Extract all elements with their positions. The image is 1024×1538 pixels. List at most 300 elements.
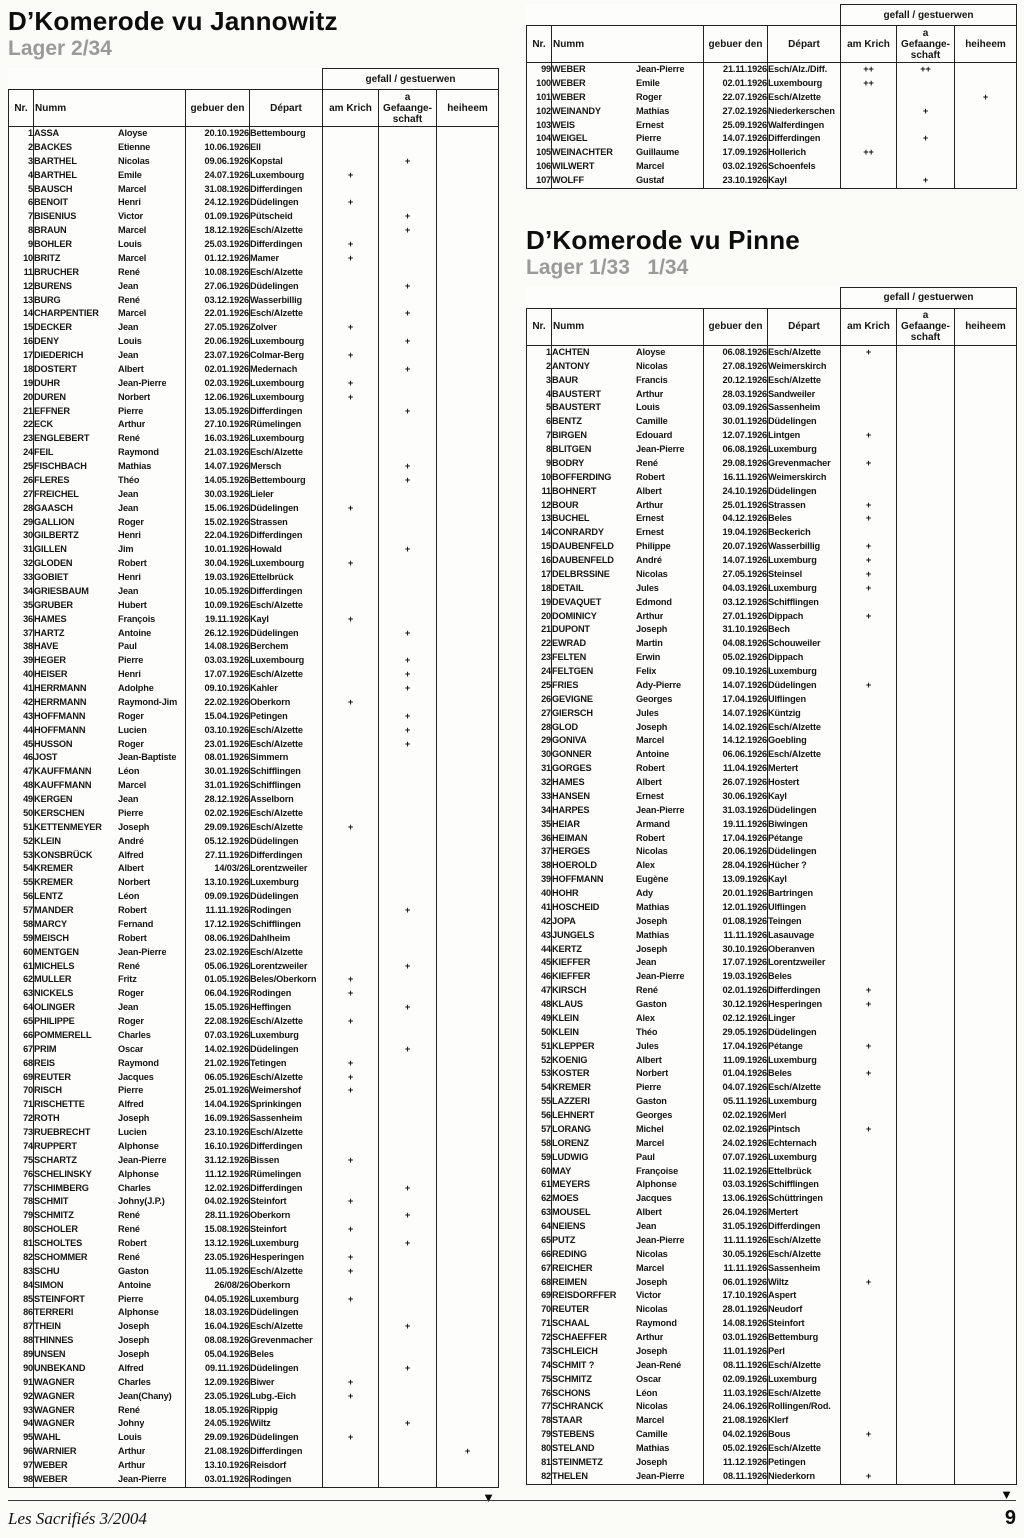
depart-place: Luxemburg (768, 1054, 841, 1068)
row-number: 78 (9, 1195, 34, 1209)
row-number: 41 (527, 901, 552, 915)
depart-place: Medernach (250, 363, 323, 377)
name-cell (552, 105, 704, 119)
surname: HANSEN (552, 790, 590, 801)
mark-heiheem (437, 1265, 499, 1279)
mark-am-krich: + (323, 973, 379, 987)
table-row (527, 401, 1017, 415)
mark-heiheem (437, 1043, 499, 1057)
surname: BARTHEL (34, 169, 77, 180)
row-number: 47 (9, 765, 34, 779)
firstname: Oscar (118, 1043, 144, 1054)
mark-heiheem (955, 388, 1017, 402)
table-row (527, 499, 1017, 513)
mark-gefaangeschaft: + (379, 280, 437, 294)
firstname: René (118, 266, 140, 277)
name-cell (552, 804, 704, 818)
depart-place: Luxembourg (250, 377, 323, 391)
surname: FREICHEL (34, 488, 79, 499)
row-number: 27 (9, 488, 34, 502)
mark-heiheem (955, 956, 1017, 970)
mark-heiheem (955, 790, 1017, 804)
birth-date: 20.07.1926 (704, 540, 768, 554)
birth-date: 14.07.1926 (704, 554, 768, 568)
row-number: 41 (9, 682, 34, 696)
mark-am-krich: + (841, 540, 897, 554)
table-row (527, 471, 1017, 485)
mark-gefaangeschaft (379, 349, 437, 363)
row-number: 103 (527, 119, 552, 133)
mark-am-krich (323, 1168, 379, 1182)
mark-heiheem (437, 710, 499, 724)
mark-gefaangeschaft: + (379, 710, 437, 724)
row-number: 9 (527, 457, 552, 471)
birth-date: 01.05.1926 (186, 973, 250, 987)
birth-date: 11.12.1926 (704, 1456, 768, 1470)
mark-heiheem (437, 1417, 499, 1431)
surname: HARTZ (34, 627, 65, 638)
mark-heiheem (437, 543, 499, 557)
mark-am-krich (841, 734, 897, 748)
mark-heiheem (955, 554, 1017, 568)
row-number: 44 (527, 943, 552, 957)
mark-gefaangeschaft: + (379, 335, 437, 349)
name-cell (34, 1293, 186, 1307)
surname: THELEN (552, 1470, 588, 1481)
surname: UNSEN (34, 1349, 66, 1359)
depart-place: Beles (768, 1067, 841, 1081)
name-cell (552, 1331, 704, 1345)
birth-date: 29.08.1926 (704, 457, 768, 471)
row-number: 74 (9, 1140, 34, 1154)
table-row (527, 91, 1017, 105)
name-cell (552, 776, 704, 790)
row-number: 34 (527, 804, 552, 818)
table-row (9, 1112, 499, 1126)
table-row (9, 1043, 499, 1057)
mark-am-krich (841, 748, 897, 762)
mark-gefaangeschaft (897, 707, 955, 721)
birth-date: 16.04.1926 (186, 1320, 250, 1334)
name-cell (34, 862, 186, 876)
mark-heiheem (955, 582, 1017, 596)
mark-am-krich: + (841, 582, 897, 596)
mark-gefaangeschaft (897, 1220, 955, 1234)
table-row (527, 762, 1017, 776)
row-number: 76 (9, 1168, 34, 1182)
table-row (9, 1404, 499, 1418)
mark-gefaangeschaft (897, 540, 955, 554)
firstname: René (118, 433, 140, 444)
mark-heiheem (437, 155, 499, 169)
depart-place: Bous (768, 1428, 841, 1442)
mark-heiheem (955, 1400, 1017, 1414)
row-number: 65 (9, 1015, 34, 1029)
table-row (9, 224, 499, 238)
firstname: Adolphe (118, 683, 154, 693)
surname: STEINFORT (34, 1293, 85, 1304)
row-number: 93 (9, 1404, 34, 1418)
name-cell (552, 998, 704, 1012)
mark-heiheem (955, 943, 1017, 957)
mark-heiheem (437, 585, 499, 599)
mark-am-krich (841, 873, 897, 887)
firstname: Charles (118, 1182, 151, 1193)
row-number: 55 (527, 1095, 552, 1109)
name-cell (552, 132, 704, 146)
depart-place: Düdelingen (250, 835, 323, 849)
mark-am-krich (841, 1137, 897, 1151)
row-number: 6 (527, 415, 552, 429)
mark-gefaangeschaft (379, 266, 437, 280)
surname: HOFFMANN (34, 710, 86, 721)
row-number: 45 (527, 956, 552, 970)
firstname: Jean-Pierre (636, 64, 685, 74)
mark-am-krich (323, 294, 379, 308)
birth-date: 07.03.1926 (186, 1029, 250, 1043)
depart-place: Schifflingen (250, 918, 323, 932)
mark-gefaangeschaft (379, 599, 437, 613)
firstname: Raymond (118, 1057, 159, 1068)
name-cell (34, 1459, 186, 1473)
mark-gefaangeschaft (897, 762, 955, 776)
name-cell (34, 1473, 186, 1487)
mark-gefaangeschaft (897, 637, 955, 651)
mark-am-krich (841, 1054, 897, 1068)
mark-am-krich (841, 776, 897, 790)
header-spacer (527, 287, 841, 308)
surname: WILWERT (552, 161, 595, 172)
depart-place: Bettemburg (768, 1331, 841, 1345)
name-cell (34, 668, 186, 682)
pinne-title: D’Komerode vu Pinne (526, 224, 800, 255)
mark-gefaangeschaft (379, 1015, 437, 1029)
jannowitz-subtitle: Lager 2/34 (8, 37, 112, 60)
name-cell (34, 599, 186, 613)
name-cell (552, 345, 704, 359)
mark-gefaangeschaft (897, 1151, 955, 1165)
table-row (527, 540, 1017, 554)
name-cell (552, 443, 704, 457)
mark-heiheem (437, 1112, 499, 1126)
mark-gefaangeschaft (379, 127, 437, 141)
mark-am-krich (323, 1334, 379, 1348)
depart-place: Düdelingen (250, 196, 323, 210)
row-number: 36 (9, 613, 34, 627)
depart-place: Weimershof (250, 1084, 323, 1098)
firstname: Théo (636, 1026, 658, 1037)
firstname: Albert (636, 777, 662, 787)
mark-gefaangeschaft: + (379, 1182, 437, 1196)
mark-gefaangeschaft (897, 998, 955, 1012)
name-cell (552, 984, 704, 998)
depart-place: Esch/Alzette (768, 1387, 841, 1401)
name-cell (552, 956, 704, 970)
birth-date: 12.07.1926 (704, 429, 768, 443)
birth-date: 14.02.1926 (186, 1043, 250, 1057)
birth-date: 16.09.1926 (186, 1112, 250, 1126)
row-number: 77 (527, 1400, 552, 1414)
mark-gefaangeschaft (897, 651, 955, 665)
name-cell (552, 1054, 704, 1068)
table-row (9, 807, 499, 821)
row-number: 17 (9, 349, 34, 363)
mark-am-krich (841, 1151, 897, 1165)
surname: SCHU (34, 1265, 60, 1276)
column-header-depart: Départ (768, 308, 841, 345)
surname: BOHNERT (552, 485, 597, 496)
row-number: 99 (527, 63, 552, 77)
firstname: Alphonse (118, 1168, 159, 1179)
depart-place: Düdelingen (250, 890, 323, 904)
surname: PRIM (34, 1043, 57, 1054)
birth-date: 23.01.1926 (186, 738, 250, 752)
table-row (9, 321, 499, 335)
birth-date: 19.04.1926 (704, 526, 768, 540)
table-row (527, 748, 1017, 762)
mark-am-krich (323, 1348, 379, 1362)
name-cell (34, 460, 186, 474)
mark-gefaangeschaft (897, 1054, 955, 1068)
table-row (527, 1095, 1017, 1109)
mark-heiheem (437, 432, 499, 446)
name-cell (34, 488, 186, 502)
birth-date: 06.04.1926 (186, 987, 250, 1001)
depart-place: Esch/Alzette (768, 748, 841, 762)
mark-gefaangeschaft (897, 457, 955, 471)
mark-heiheem (437, 1237, 499, 1251)
surname: HEIMAN (552, 832, 588, 843)
firstname: Jean (118, 502, 139, 513)
name-cell (552, 582, 704, 596)
mark-gefaangeschaft: + (379, 224, 437, 238)
surname: HEGER (34, 655, 66, 666)
depart-place: Luxembourg (250, 391, 323, 405)
name-cell (552, 610, 704, 624)
row-number: 8 (527, 443, 552, 457)
surname: SCHMITZ (552, 1373, 592, 1384)
birth-date: 30.05.1926 (704, 1248, 768, 1262)
mark-heiheem (437, 238, 499, 252)
birth-date: 28.12.1926 (186, 793, 250, 807)
table-row (527, 693, 1017, 707)
row-number: 82 (527, 1470, 552, 1484)
table-row (9, 779, 499, 793)
name-cell (552, 146, 704, 160)
table-row (9, 918, 499, 932)
depart-place: Düdelingen (768, 804, 841, 818)
mark-gefaangeschaft (379, 862, 437, 876)
name-cell (552, 1220, 704, 1234)
mark-am-krich (841, 1109, 897, 1123)
name-cell (34, 876, 186, 890)
depart-place: Rodingen (250, 1473, 323, 1487)
firstname: Marcel (636, 1262, 665, 1273)
table-row (9, 1209, 499, 1223)
name-cell (34, 210, 186, 224)
firstname: Marcel (118, 183, 147, 194)
firstname: Louis (118, 336, 142, 347)
row-number: 106 (527, 160, 552, 174)
firstname: Robert (636, 832, 665, 843)
depart-place: Neudorf (768, 1303, 841, 1317)
depart-place: Pétange (768, 832, 841, 846)
mark-am-krich (841, 160, 897, 174)
row-number: 4 (9, 169, 34, 183)
table-row (9, 1417, 499, 1431)
name-cell (34, 654, 186, 668)
mark-am-krich (323, 654, 379, 668)
firstname: Joseph (118, 1349, 150, 1359)
firstname: Victor (118, 211, 143, 222)
mark-heiheem (437, 1279, 499, 1293)
mark-heiheem (955, 132, 1017, 146)
mark-gefaangeschaft (897, 721, 955, 735)
row-number: 68 (9, 1057, 34, 1071)
depart-place: Walferdingen (768, 119, 841, 133)
name-cell (34, 571, 186, 585)
mark-heiheem (955, 873, 1017, 887)
surname: DIEDERICH (34, 350, 84, 360)
depart-place: Lintgen (768, 429, 841, 443)
mark-heiheem (955, 1165, 1017, 1179)
surname: BAUR (552, 374, 578, 385)
mark-heiheem (955, 984, 1017, 998)
row-number: 67 (9, 1043, 34, 1057)
name-cell (552, 1109, 704, 1123)
mark-gefaangeschaft (897, 1109, 955, 1123)
surname: WEBER (552, 64, 586, 74)
birth-date: 23.07.1926 (186, 349, 250, 363)
depart-place: Differdingen (250, 529, 323, 543)
mark-heiheem (955, 119, 1017, 133)
firstname: Jean-Pierre (118, 1473, 167, 1484)
mark-heiheem (955, 457, 1017, 471)
firstname: Oscar (636, 1373, 662, 1384)
depart-place: Düdelingen (250, 280, 323, 294)
table-row (9, 1265, 499, 1279)
firstname: René (118, 294, 140, 305)
depart-place: Küntzig (768, 707, 841, 721)
name-cell (552, 1387, 704, 1401)
row-number: 19 (9, 377, 34, 391)
depart-place: Luxembourg (250, 654, 323, 668)
column-header-depart: Départ (768, 26, 841, 63)
birth-date: 17.12.1926 (186, 918, 250, 932)
mark-heiheem (437, 294, 499, 308)
depart-place: Linger (768, 1012, 841, 1026)
birth-date: 27.05.1926 (704, 568, 768, 582)
row-number: 52 (527, 1054, 552, 1068)
surname: BISENIUS (34, 211, 77, 222)
birth-date: 15.04.1926 (186, 710, 250, 724)
table-row (527, 1151, 1017, 1165)
firstname: Jim (118, 544, 134, 555)
birth-date: 20.06.1926 (186, 335, 250, 349)
firstname: Raymond (636, 1318, 677, 1329)
mark-gefaangeschaft (379, 821, 437, 835)
row-number: 75 (9, 1154, 34, 1168)
mark-heiheem (955, 1428, 1017, 1442)
mark-gefaangeschaft (897, 415, 955, 429)
row-number: 51 (9, 821, 34, 835)
mark-am-krich (323, 849, 379, 863)
row-number: 12 (9, 280, 34, 294)
surname: SCHOMMER (34, 1251, 88, 1262)
mark-heiheem (955, 1456, 1017, 1470)
row-number: 72 (9, 1112, 34, 1126)
mark-gefaangeschaft: + (379, 1417, 437, 1431)
row-number: 26 (9, 474, 34, 488)
name-cell (34, 543, 186, 557)
column-header-heiheem: heiheem (955, 308, 1017, 345)
depart-place: Schifflingen (768, 1178, 841, 1192)
birth-date: 27.10.1926 (186, 418, 250, 432)
birth-date: 12.01.1926 (704, 901, 768, 915)
name-cell (552, 415, 704, 429)
table-row (9, 1251, 499, 1265)
surname: HOFFMANN (552, 874, 604, 885)
mark-heiheem (437, 682, 499, 696)
depart-place: Steinfort (768, 1317, 841, 1331)
mark-am-krich (841, 1081, 897, 1095)
row-number: 10 (527, 471, 552, 485)
mark-heiheem (955, 499, 1017, 513)
surname: BAUSTERT (552, 388, 601, 399)
birth-date: 13.09.1926 (704, 873, 768, 887)
birth-date: 24.12.1926 (186, 196, 250, 210)
table-row (527, 610, 1017, 624)
name-cell (34, 640, 186, 654)
mark-am-krich (323, 779, 379, 793)
depart-place: Luxembourg (250, 169, 323, 183)
mark-am-krich: + (323, 391, 379, 405)
row-number: 100 (527, 77, 552, 91)
mark-heiheem (955, 859, 1017, 873)
depart-place: Rodingen (250, 904, 323, 918)
row-number: 29 (527, 734, 552, 748)
depart-place: Düdelingen (250, 1362, 323, 1376)
surname: HEIAR (552, 818, 580, 829)
row-number: 59 (527, 1151, 552, 1165)
mark-gefaangeschaft (897, 596, 955, 610)
name-cell (34, 432, 186, 446)
mark-heiheem (955, 734, 1017, 748)
mark-heiheem (437, 196, 499, 210)
name-cell (552, 91, 704, 105)
name-cell (552, 748, 704, 762)
table-row (527, 901, 1017, 915)
depart-place: Differdingen (250, 1445, 323, 1459)
mark-heiheem (437, 1459, 499, 1473)
row-number: 86 (9, 1306, 34, 1320)
mark-am-krich: + (323, 613, 379, 627)
row-number: 34 (9, 585, 34, 599)
name-cell (552, 1151, 704, 1165)
mark-gefaangeschaft: + (379, 1320, 437, 1334)
table-row (527, 119, 1017, 133)
table-row (9, 266, 499, 280)
mark-am-krich (841, 1234, 897, 1248)
column-header-gefaangeschaft: a Gefaange-schaft (897, 26, 955, 63)
firstname: Jean (118, 1002, 139, 1013)
mark-am-krich (841, 970, 897, 984)
birth-date: 11.09.1926 (704, 1054, 768, 1068)
table-row (527, 160, 1017, 174)
table-row (527, 1040, 1017, 1054)
depart-place: Simmern (250, 751, 323, 765)
mark-heiheem (955, 1387, 1017, 1401)
